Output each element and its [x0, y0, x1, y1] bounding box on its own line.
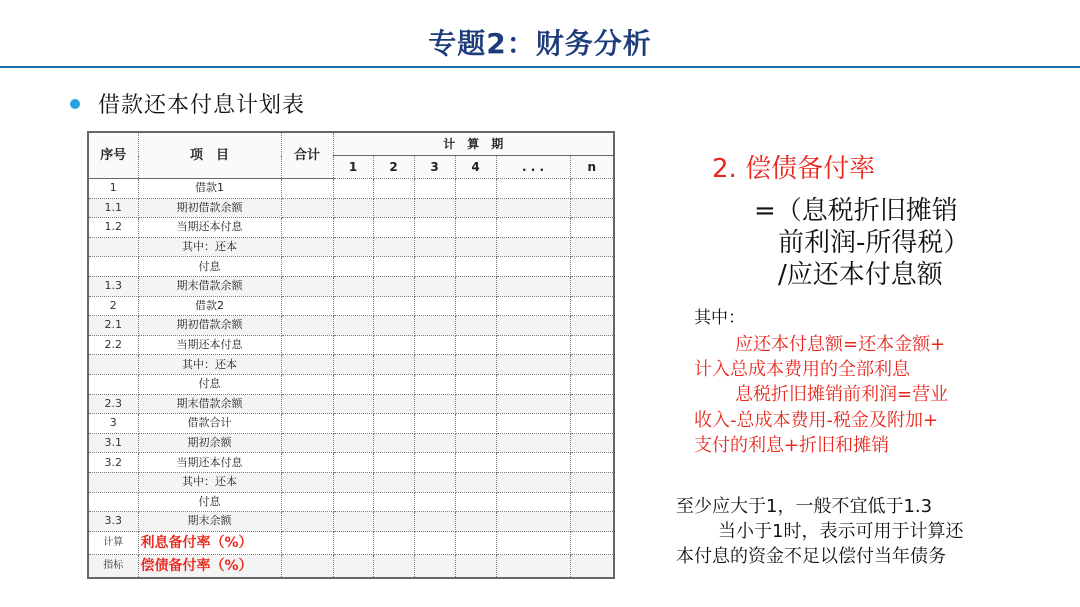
row-item: 期末借款余额: [138, 394, 281, 414]
row-seq: 1.1: [88, 198, 138, 218]
header-seq: 序号: [88, 132, 138, 179]
note-red-line: 息税折旧摊销前利润=营业: [735, 384, 949, 405]
row-item: 当期还本付息: [138, 335, 281, 355]
table-row: [88, 296, 614, 316]
header-total: 合计: [281, 132, 333, 179]
row-item: 当期还本付息: [138, 453, 281, 473]
formula-line: 前利润-所得税）: [778, 228, 970, 258]
row-item: 付息: [138, 492, 281, 512]
row-seq: 3.1: [88, 433, 138, 453]
row-item: 借款1: [138, 179, 281, 199]
row-item: 期初借款余额: [138, 198, 281, 218]
table-row: [88, 179, 614, 199]
table-row: [88, 394, 614, 414]
row-seq: [88, 472, 138, 492]
row-item: 借款2: [138, 296, 281, 316]
formula-line: =（息税折旧摊销: [754, 196, 958, 226]
row-seq: 1.2: [88, 218, 138, 238]
period-col: 2: [373, 156, 414, 179]
row-seq: 2.1: [88, 316, 138, 336]
note-black-line: 本付息的资金不足以偿付当年债务: [676, 546, 946, 567]
table-row: [88, 218, 614, 238]
period-col: . . .: [496, 156, 570, 179]
page-title: 专题2：财务分析: [428, 27, 652, 60]
indicator-row: [88, 554, 614, 578]
formula-line: /应还本付息额: [778, 260, 943, 290]
row-seq: 3.2: [88, 453, 138, 473]
note-red-line: 支付的利息+折旧和摊销: [694, 435, 890, 456]
row-item: 期末余额: [138, 512, 281, 532]
row-item: 借款合计: [138, 414, 281, 434]
table-row: [88, 414, 614, 434]
table-row: [88, 198, 614, 218]
row-item: 期末借款余额: [138, 276, 281, 296]
row-seq: 计算: [88, 531, 138, 554]
table-row: [88, 355, 614, 375]
table-row: [88, 374, 614, 394]
row-item: 利息备付率（%）: [138, 531, 281, 554]
bullet-dot-icon: [70, 99, 80, 109]
table-row: [88, 492, 614, 512]
row-item: 偿债备付率（%）: [138, 554, 281, 578]
period-col: 4: [455, 156, 496, 179]
note-black-line: 当小于1时，表示可用于计算还: [718, 521, 964, 542]
row-seq: 指标: [88, 554, 138, 578]
row-item: 其中：还本: [138, 472, 281, 492]
note-black-line: 至少应大于1，一般不宜低于1.3: [676, 496, 933, 517]
table-row: [88, 472, 614, 492]
note-red-line: 应还本付息额=还本金额+: [735, 334, 946, 355]
row-seq: [88, 374, 138, 394]
row-seq: 1.3: [88, 276, 138, 296]
row-seq: 2.2: [88, 335, 138, 355]
row-item: 其中：还本: [138, 237, 281, 257]
indicator-row: [88, 531, 614, 554]
bullet-text: 借款还本付息计划表: [98, 93, 306, 118]
table-row: [88, 433, 614, 453]
period-col: n: [570, 156, 614, 179]
table-row: [88, 512, 614, 532]
row-seq: 3: [88, 414, 138, 434]
table-row: [88, 453, 614, 473]
row-seq: [88, 492, 138, 512]
table-row: [88, 276, 614, 296]
row-seq: 2: [88, 296, 138, 316]
row-item: 当期还本付息: [138, 218, 281, 238]
note-heading: 其中：: [694, 308, 745, 328]
row-item: 付息: [138, 374, 281, 394]
table-row: [88, 257, 614, 277]
row-seq: 3.3: [88, 512, 138, 532]
row-seq: [88, 257, 138, 277]
repayment-plan-table: [87, 131, 615, 579]
table-row: [88, 335, 614, 355]
header-period: 计 算 期: [333, 132, 614, 156]
table-row: [88, 237, 614, 257]
table-row: [88, 316, 614, 336]
row-item: 期初借款余额: [138, 316, 281, 336]
row-seq: 2.3: [88, 394, 138, 414]
note-red-line: 收入-总成本费用-税金及附加+: [694, 410, 939, 431]
row-item: 付息: [138, 257, 281, 277]
row-item: 期初余额: [138, 433, 281, 453]
period-col: 1: [333, 156, 373, 179]
header-item: 项 目: [138, 132, 281, 179]
row-seq: [88, 237, 138, 257]
note-red-line: 计入总成本费用的全部利息: [694, 359, 910, 380]
row-item: 其中：还本: [138, 355, 281, 375]
title-divider: [0, 66, 1080, 68]
row-seq: 1: [88, 179, 138, 199]
row-seq: [88, 355, 138, 375]
ratio-title: 2. 偿债备付率: [712, 154, 876, 184]
bullet-item: [70, 88, 305, 119]
period-col: 3: [414, 156, 455, 179]
